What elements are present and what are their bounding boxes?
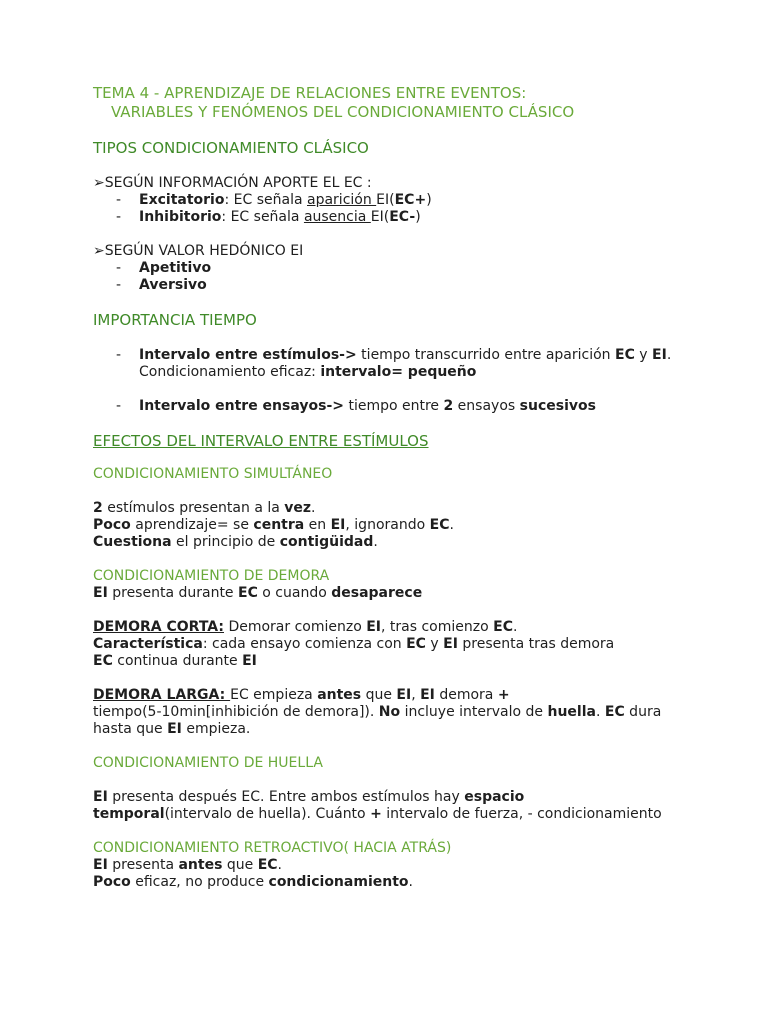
demora-corta-line1: DEMORA CORTA: Demorar comienzo EI, tras comienzo EC. <box>93 619 518 635</box>
dash-marker: - <box>116 347 122 363</box>
retro-line1: EI presenta antes que EC. <box>93 857 282 873</box>
list-item-intervalo-ensayos: - Intervalo entre ensayos-> tiempo entre 2 ensayos sucesivos <box>116 398 596 414</box>
simultaneo-line3: Cuestiona el principio de contigüidad. <box>93 534 378 550</box>
heading-importancia-tiempo: IMPORTANCIA TIEMPO <box>93 311 257 329</box>
demora-line1: EI presenta durante EC o cuando desaparece <box>93 585 423 601</box>
bullet-segun-informacion: ➢SEGÚN INFORMACIÓN APORTE EL EC : <box>93 175 372 191</box>
retro-line2: Poco eficaz, no produce condicionamiento. <box>93 874 413 890</box>
list-item-excitatorio: - Excitatorio: EC señala aparición EI(EC+) <box>116 192 432 208</box>
demora-corta-line3: EC continua durante EI <box>93 653 257 669</box>
list-item-apetitivo: - Apetitivo <box>116 260 212 276</box>
dash-marker: - <box>116 398 122 414</box>
demora-corta-line2: Característica: cada ensayo comienza con EC y EI presenta tras demora <box>93 636 615 652</box>
heading-huella: CONDICIONAMIENTO DE HUELLA <box>93 755 323 771</box>
document-page <box>93 84 733 891</box>
list-item-aversivo: - Aversivo <box>116 277 207 293</box>
heading-tipos: TIPOS CONDICIONAMIENTO CLÁSICO <box>93 139 369 157</box>
heading-retroactivo: CONDICIONAMIENTO RETROACTIVO( HACIA ATRÁS) <box>93 840 452 856</box>
demora-larga-line1: DEMORA LARGA: EC empieza antes que EI, EI demora + <box>93 687 510 703</box>
demora-larga-line3: hasta que EI empieza. <box>93 721 251 737</box>
huella-line2: temporal(intervalo de huella). Cuánto + intervalo de fuerza, - condicionamiento <box>93 806 662 822</box>
simultaneo-line2: Poco aprendizaje= se centra en EI, ignorando EC. <box>93 517 454 533</box>
page-title-line2: VARIABLES Y FENÓMENOS DEL CONDICIONAMIENTO CLÁSICO <box>111 103 575 121</box>
heading-demora: CONDICIONAMIENTO DE DEMORA <box>93 568 330 584</box>
page-title-line1: TEMA 4 - APRENDIZAJE DE RELACIONES ENTRE EVENTOS: <box>93 84 527 102</box>
heading-simultaneo: CONDICIONAMIENTO SIMULTÁNEO <box>93 466 333 482</box>
dash-marker: - <box>116 260 122 276</box>
list-item-intervalo-estimulos: - Intervalo entre estímulos-> tiempo transcurrido entre aparición EC y EI. <box>116 347 672 363</box>
dash-marker: - <box>116 277 122 293</box>
demora-larga-line2: tiempo(5-10min[inhibición de demora]). No incluye intervalo de huella. EC dura <box>93 704 662 720</box>
heading-efectos-intervalo: EFECTOS DEL INTERVALO ENTRE ESTÍMULOS <box>93 432 429 450</box>
dash-marker: - <box>116 209 122 225</box>
dash-marker: - <box>116 192 122 208</box>
list-item-inhibitorio: - Inhibitorio: EC señala ausencia EI(EC-) <box>116 209 421 225</box>
huella-line1: EI presenta después EC. Entre ambos estímulos hay espacio <box>93 789 525 805</box>
list-item-intervalo-estimulos-line2: Condicionamiento eficaz: intervalo= pequeño <box>139 364 477 380</box>
simultaneo-line1: 2 estímulos presentan a la vez. <box>93 500 316 516</box>
bullet-segun-valor-hedonico: ➢SEGÚN VALOR HEDÓNICO EI <box>93 243 304 259</box>
